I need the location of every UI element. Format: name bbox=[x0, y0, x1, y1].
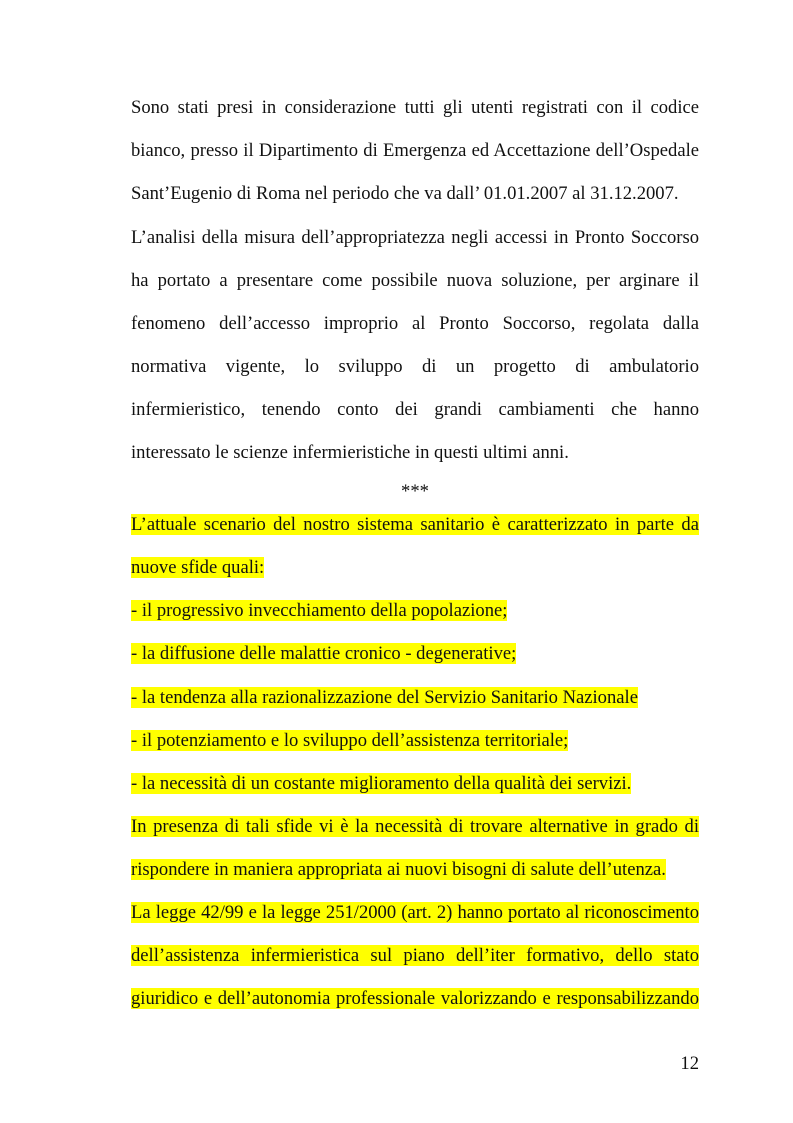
highlighted-line bbox=[131, 772, 699, 796]
highlighted-line bbox=[131, 642, 699, 666]
highlighted-line bbox=[131, 815, 699, 839]
text-line: interessato le scienze infermieristiche in questi ultimi anni. bbox=[131, 442, 569, 463]
highlighted-line bbox=[131, 944, 699, 968]
text-line: infermieristico, tenendo conto dei grandi cambiamenti che hanno bbox=[131, 399, 699, 420]
text-line: bianco, presso il Dipartimento di Emergenza ed Accettazione dell’Ospedale bbox=[131, 140, 699, 161]
highlighted-line bbox=[131, 901, 699, 925]
highlighted-line bbox=[131, 686, 699, 710]
highlighted-text: dell’assistenza infermieristica sul piano dell’iter formativo, dello stato bbox=[131, 945, 699, 966]
highlighted-text: - il potenziamento e lo sviluppo dell’assistenza territoriale; bbox=[131, 730, 569, 751]
highlighted-text: L’attuale scenario del nostro sistema sanitario è caratterizzato in parte da bbox=[131, 514, 699, 535]
text-line: normativa vigente, lo sviluppo di un progetto di ambulatorio bbox=[131, 356, 699, 377]
highlighted-line bbox=[131, 729, 699, 753]
highlighted-text: giuridico e dell’autonomia professionale valorizzando e responsabilizzando bbox=[131, 988, 699, 1009]
highlighted-text: La legge 42/99 e la legge 251/2000 (art. 2) hanno portato al riconoscimento bbox=[131, 902, 699, 923]
highlighted-line bbox=[131, 556, 699, 580]
highlighted-text: - la diffusione delle malattie cronico - degenerative; bbox=[131, 643, 517, 664]
highlighted-line bbox=[131, 987, 699, 1011]
highlighted-text: In presenza di tali sfide vi è la necessità di trovare alternative in grado di bbox=[131, 816, 699, 837]
highlighted-text: rispondere in maniera appropriata ai nuovi bisogni di salute dell’utenza. bbox=[131, 859, 666, 880]
text-line: fenomeno dell’accesso improprio al Pronto Soccorso, regolata dalla bbox=[131, 313, 699, 334]
highlighted-text: - il progressivo invecchiamento della popolazione; bbox=[131, 600, 508, 621]
highlighted-text: - la necessità di un costante miglioramento della qualità dei servizi. bbox=[131, 773, 632, 794]
highlighted-text: nuove sfide quali: bbox=[131, 557, 265, 578]
highlighted-text: - la tendenza alla razionalizzazione del Servizio Sanitario Nazionale bbox=[131, 687, 638, 708]
text-line: Sono stati presi in considerazione tutti gli utenti registrati con il codice bbox=[131, 97, 699, 118]
section-separator: *** bbox=[401, 481, 429, 502]
page-number: 12 bbox=[680, 1053, 699, 1074]
text-line: ha portato a presentare come possibile nuova soluzione, per arginare il bbox=[131, 270, 699, 291]
highlighted-line bbox=[131, 599, 699, 623]
highlighted-line bbox=[131, 858, 699, 882]
text-line: Sant’Eugenio di Roma nel periodo che va dall’ 01.01.2007 al 31.12.2007. bbox=[131, 183, 679, 204]
text-line: L’analisi della misura dell’appropriatezza negli accessi in Pronto Soccorso bbox=[131, 227, 699, 248]
highlighted-line bbox=[131, 513, 699, 537]
